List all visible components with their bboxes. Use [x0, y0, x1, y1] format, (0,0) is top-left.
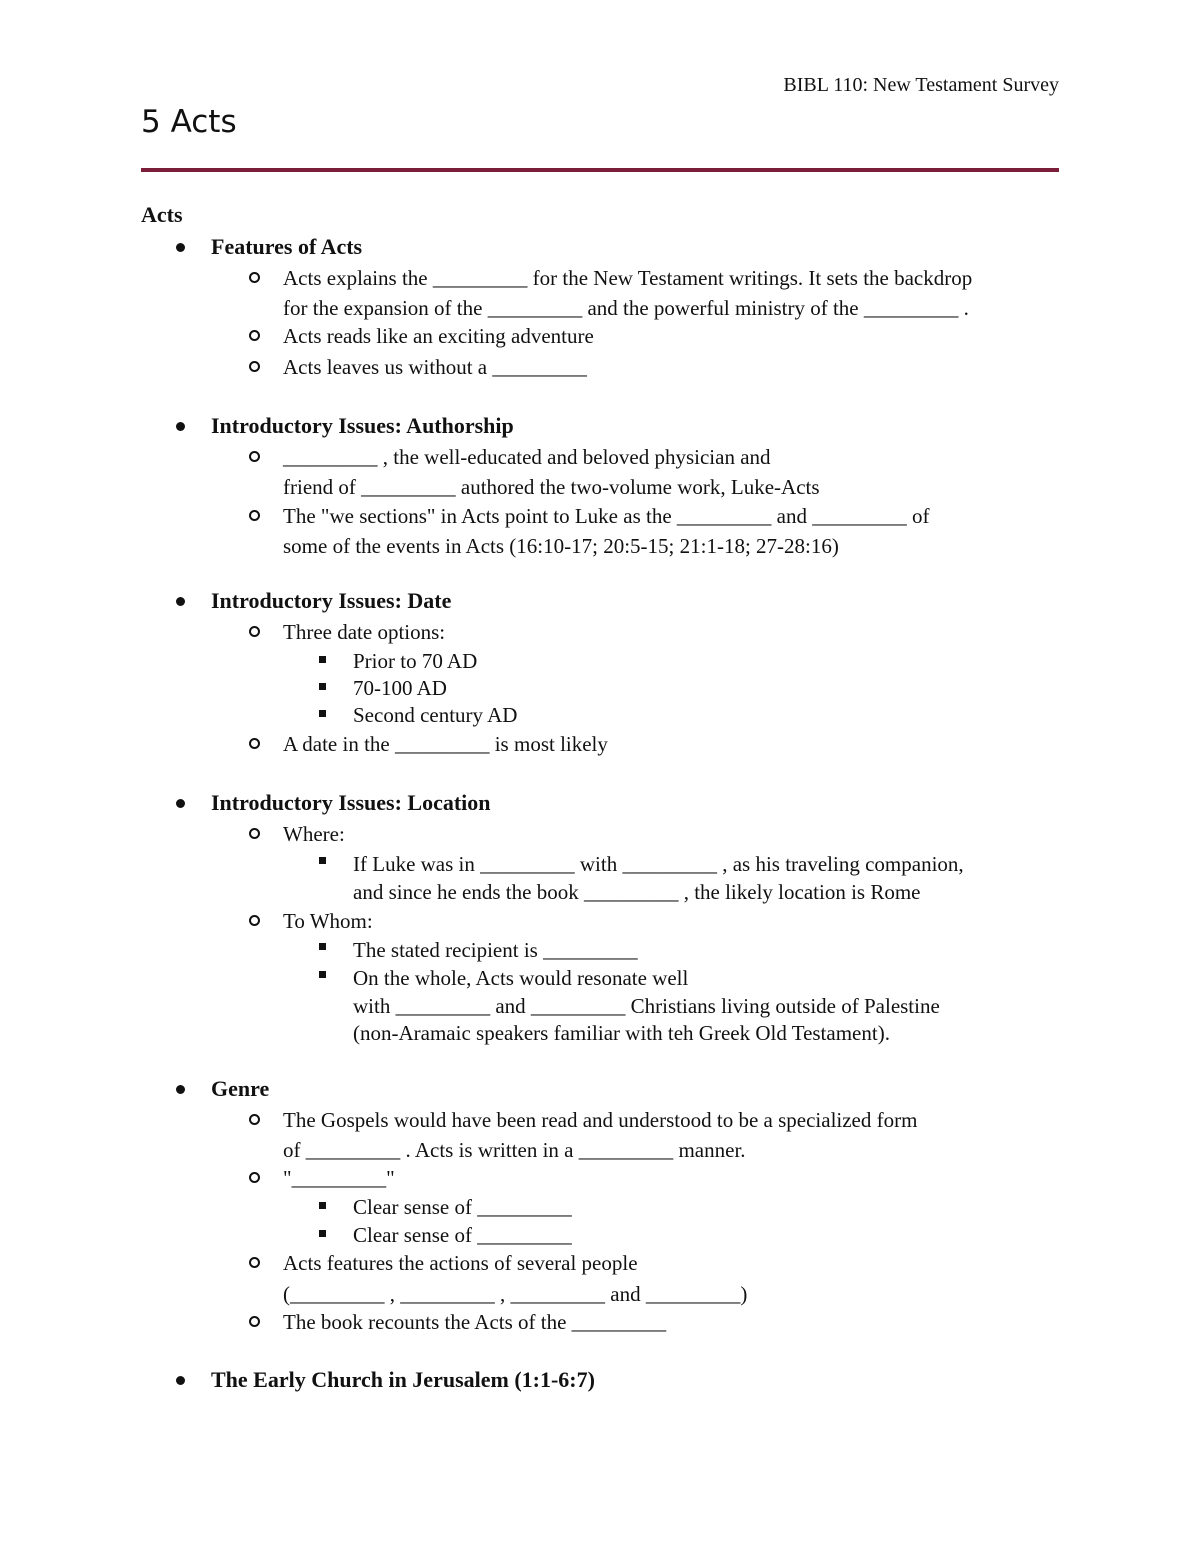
list-item: of _________ . Acts is written in a _________ manner. [283, 1138, 746, 1162]
hollow-bullet-icon [249, 330, 260, 341]
list-item: "_________" [283, 1166, 395, 1190]
bullet-icon [176, 1085, 185, 1094]
square-bullet-icon [319, 857, 326, 864]
hollow-bullet-icon [249, 510, 260, 521]
bullet-icon [176, 422, 185, 431]
list-item: A date in the _________ is most likely [283, 732, 608, 756]
list-item: Acts features the actions of several people [283, 1251, 638, 1275]
list-item: Acts reads like an exciting adventure [283, 324, 594, 348]
section-heading: Features of Acts [211, 234, 363, 259]
section-heading: Introductory Issues: Date [211, 588, 452, 613]
hollow-bullet-icon [249, 1114, 260, 1125]
list-item: Prior to 70 AD [353, 649, 478, 673]
list-item: _________ , the well-educated and beloved physician and [283, 445, 771, 469]
hollow-bullet-icon [249, 1257, 260, 1268]
hollow-bullet-icon [249, 626, 260, 637]
hollow-bullet-icon [249, 361, 260, 372]
list-item: To Whom: [283, 909, 373, 933]
section-heading: Introductory Issues: Location [211, 790, 491, 815]
section-heading: Genre [211, 1076, 270, 1101]
list-item: (non-Aramaic speakers familiar with teh Greek Old Testament). [353, 1021, 890, 1045]
list-item: and since he ends the book _________ , the likely location is Rome [353, 880, 921, 904]
list-item: for the expansion of the _________ and the powerful ministry of the _________ . [283, 296, 969, 320]
list-item: friend of _________ authored the two-volume work, Luke-Acts [283, 475, 820, 499]
list-item: Second century AD [353, 703, 518, 727]
square-bullet-icon [319, 943, 326, 950]
section-heading: The Early Church in Jerusalem (1:1-6:7) [211, 1367, 595, 1392]
square-bullet-icon [319, 656, 326, 663]
list-item: with _________ and _________ Christians living outside of Palestine [353, 994, 940, 1018]
hollow-bullet-icon [249, 1172, 260, 1183]
square-bullet-icon [319, 1202, 326, 1209]
hollow-bullet-icon [249, 738, 260, 749]
square-bullet-icon [319, 710, 326, 717]
list-item: Where: [283, 822, 345, 846]
hollow-bullet-icon [249, 272, 260, 283]
square-bullet-icon [319, 971, 326, 978]
list-item: Acts leaves us without a _________ [283, 355, 587, 379]
list-item: Clear sense of _________ [353, 1195, 572, 1219]
bullet-icon [176, 1376, 185, 1385]
square-bullet-icon [319, 683, 326, 690]
hollow-bullet-icon [249, 1316, 260, 1327]
list-item: The Gospels would have been read and understood to be a specialized form [283, 1108, 918, 1132]
title-divider [141, 168, 1059, 172]
list-item: 70-100 AD [353, 676, 447, 700]
section-heading: Introductory Issues: Authorship [211, 413, 514, 438]
list-item: Three date options: [283, 620, 446, 644]
list-item: Clear sense of _________ [353, 1223, 572, 1247]
list-item: (_________ , _________ , _________ and _________) [283, 1282, 748, 1306]
bullet-icon [176, 597, 185, 606]
hollow-bullet-icon [249, 915, 260, 926]
square-bullet-icon [319, 1230, 326, 1237]
hollow-bullet-icon [249, 451, 260, 462]
list-item: Acts explains the _________ for the New Testament writings. It sets the backdrop [283, 266, 973, 290]
bullet-icon [176, 243, 185, 252]
top-heading: Acts [141, 202, 183, 227]
list-item: The book recounts the Acts of the _________ [283, 1310, 667, 1334]
list-item: If Luke was in _________ with _________ , as his traveling companion, [353, 852, 964, 876]
list-item: some of the events in Acts (16:10-17; 20:5-15; 21:1-18; 27-28:16) [283, 534, 839, 558]
list-item: The stated recipient is _________ [353, 938, 638, 962]
bullet-icon [176, 799, 185, 808]
course-title: BIBL 110: New Testament Survey [783, 74, 1059, 96]
page-title: 5 Acts [141, 104, 237, 140]
list-item: On the whole, Acts would resonate well [353, 966, 689, 990]
list-item: The "we sections" in Acts point to Luke as the _________ and _________ of [283, 504, 930, 528]
hollow-bullet-icon [249, 828, 260, 839]
